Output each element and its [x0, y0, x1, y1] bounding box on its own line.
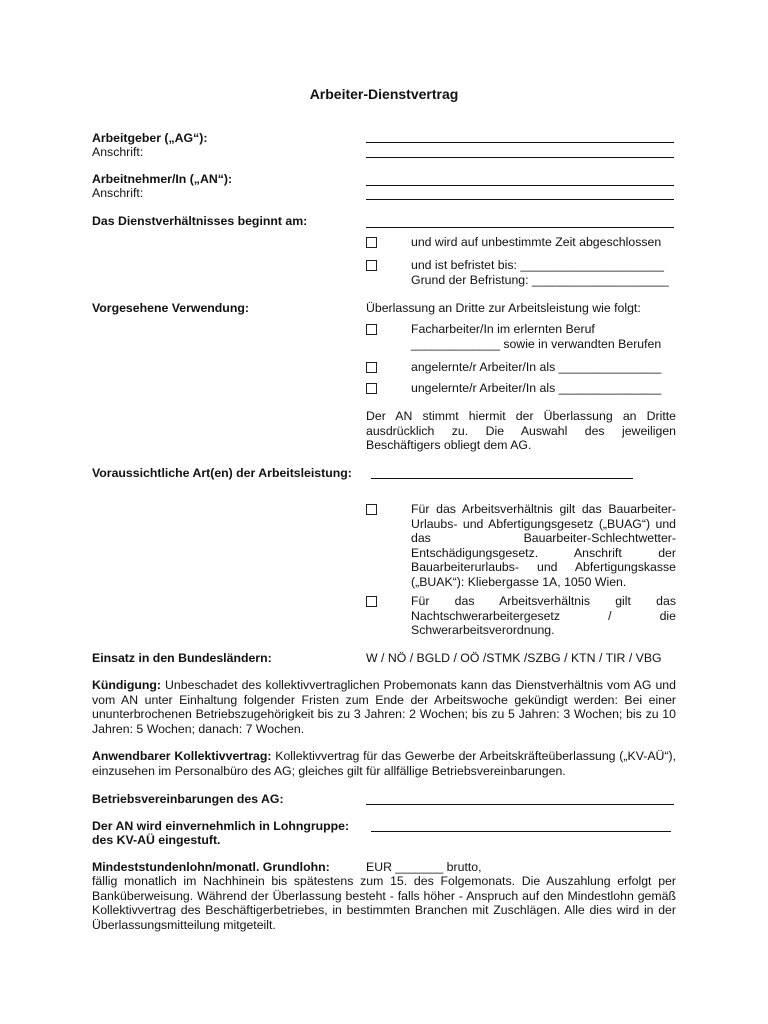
wage-group-suffix: des KV-AÜ eingestuft. — [92, 833, 221, 847]
skilled-option-fields: _____________ sowie in verwandten Berufen — [411, 337, 662, 351]
wage-label: Mindeststundenlohn/monatl. Grundlohn: — [92, 860, 330, 874]
unlimited-option: und wird auf unbestimmte Zeit abgeschlossen — [411, 235, 662, 249]
employee-address-label: Anschrift: — [92, 186, 144, 200]
limited-checkbox[interactable] — [366, 260, 377, 271]
semiskilled-option: angelernte/r Arbeiter/In als _______________ — [411, 360, 662, 374]
limited-option: und ist befristet bis: _____________________ — [411, 258, 664, 272]
document-title: Arbeiter-Dienstvertrag — [309, 86, 459, 102]
skilled-checkbox[interactable] — [366, 324, 377, 335]
termination-label: Kündigung: — [92, 678, 161, 692]
heavy-work-text: Für das Arbeitsverhältnis gilt das Nachtschwerarbeitergesetz / die Schwerarbeitsverordnung. — [411, 594, 676, 637]
kv-paragraph — [92, 749, 676, 778]
unskilled-checkbox[interactable] — [366, 383, 377, 394]
wage-text: fällig monatlich im Nachhinein bis spätestens zum 15. des Folgemonats. Die Auszahlung erfolgt per Banküberweisung. Während der Überlassung besteht - falls höher - Anspruch auf den Mindestlohn gemäß Kollektivvertrag des Beschäftigerbetriebes, in bestimmten Branchen mit Zuschlägen. Alle dies wird in der Überlassungsmitteilung mitgeteilt. — [92, 874, 676, 932]
unlimited-checkbox[interactable] — [366, 237, 377, 248]
work-type-field[interactable] — [371, 478, 633, 479]
unskilled-option: ungelernte/r Arbeiter/In als _______________ — [411, 381, 662, 395]
semiskilled-checkbox[interactable] — [366, 362, 377, 373]
work-type-label: Voraussichtliche Art(en) der Arbeitsleistung: — [92, 466, 352, 480]
employee-label: Arbeitnehmer/In („AN“): — [92, 172, 233, 186]
employer-address-label: Anschrift: — [92, 145, 144, 159]
skilled-option: Facharbeiter/In im erlernten Beruf — [411, 322, 595, 336]
employer-label: Arbeitgeber („AG“): — [92, 131, 208, 145]
wage-group-label: Der AN wird einvernehmlich in Lohngruppe: — [92, 819, 350, 833]
employee-address-field[interactable] — [366, 199, 674, 200]
start-date-field[interactable] — [366, 227, 674, 228]
employer-address-field[interactable] — [366, 157, 674, 158]
employee-name-field[interactable] — [366, 185, 674, 186]
termination-text: Unbeschadet des kollektivvertraglichen Probemonats kann das Dienstverhältnis vom AG und vom AN unter Einhaltung folgender Fristen zum Ende der Arbeitswoche gekündigt werden: Bei einer ununterbrochenen Betriebszugehörigkeit bis zu 3 Jahren: 2 Wochen; bis zu 5 Jahren: 3 Wochen; bis zu 10 Jahren: 5 Wochen; danach: 7 Wochen. — [92, 678, 676, 736]
states-label: Einsatz in den Bundesländern: — [92, 651, 272, 665]
kv-label: Anwendbarer Kollektivvertrag: — [92, 749, 272, 763]
wage-group-field[interactable] — [371, 831, 671, 832]
usage-label: Vorgesehene Verwendung: — [92, 301, 249, 315]
employer-name-field[interactable] — [366, 142, 674, 143]
usage-intro: Überlassung an Dritte zur Arbeitsleistung wie folgt: — [366, 301, 641, 315]
agreements-label: Betriebsvereinbarungen des AG: — [92, 792, 284, 806]
termination-paragraph — [92, 678, 676, 736]
agreements-field[interactable] — [366, 804, 674, 805]
buag-text: Für das Arbeitsverhältnis gilt das Bauarbeiter-Urlaubs- und Abfertigungsgesetz („BUAG“) und das Bauarbeiter-Schlechtwetter-Entschädigungsgesetz. Anschrift der Bauarbeiterurlaubs- und Abfertigungskasse („BUAK“): Kliebergasse 1A, 1050 Wien. — [411, 502, 676, 589]
states-value: W / NÖ / BGLD / OÖ /STMK /SZBG / KTN / TIR / VBG — [366, 651, 662, 665]
heavy-work-checkbox[interactable] — [366, 596, 377, 607]
kv-text: Kollektivvertrag für das Gewerbe der Arbeitskräfteüberlassung („KV-AÜ“), einzusehen im Personalbüro des AG; gleiches gilt für allfällige Betriebsvereinbarungen. — [92, 749, 677, 778]
buag-checkbox[interactable] — [366, 504, 377, 515]
consent-text: Der AN stimmt hiermit der Überlassung an Dritte ausdrücklich zu. Die Auswahl des jeweiligen Beschäftigers obliegt dem AG. — [366, 409, 676, 452]
limited-reason: Grund der Befristung: ____________________ — [411, 273, 669, 287]
start-label: Das Dienstverhältnisses beginnt am: — [92, 214, 308, 228]
wage-value: EUR _______ brutto, — [366, 860, 482, 874]
